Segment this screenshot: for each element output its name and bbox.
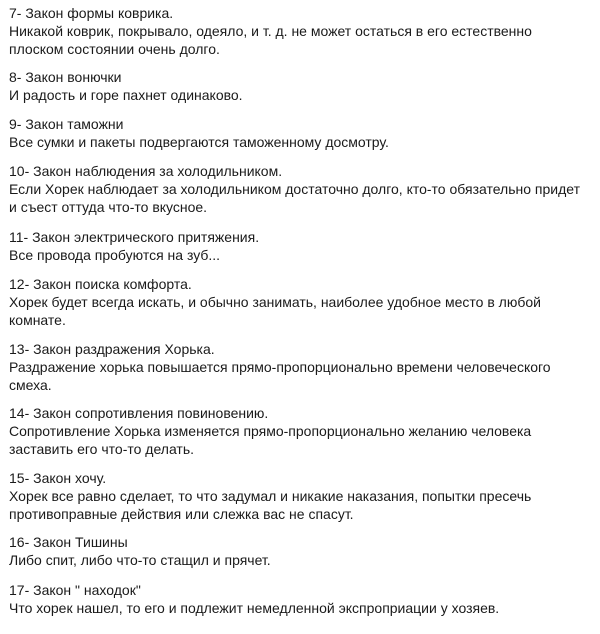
law-title: 8- Закон вонючки bbox=[9, 69, 122, 85]
law-text-line: и съест оттуда что-то вкусное. bbox=[9, 199, 208, 215]
law-title: 9- Закон таможни bbox=[9, 116, 124, 132]
law-title: 13- Закон раздражения Хорька. bbox=[9, 341, 215, 357]
law-item-9 bbox=[9, 115, 389, 151]
law-text-line: Либо спит, либо что-то стащил и прячет. bbox=[9, 552, 271, 568]
law-item-14 bbox=[9, 404, 531, 458]
law-item-15 bbox=[9, 469, 531, 523]
law-title: 15- Закон хочу. bbox=[9, 470, 107, 486]
law-title: 10- Закон наблюдения за холодильником. bbox=[9, 163, 283, 179]
law-text-line: Сопротивление Хорька изменяется прямо-пропорционально желанию человека bbox=[9, 423, 532, 439]
law-title: 16- Закон Тишины bbox=[9, 534, 128, 550]
law-text-line: противоправные действия или слежка вас не спасут. bbox=[9, 506, 354, 522]
law-text-line: Все сумки и пакеты подвергаются таможенному досмотру. bbox=[9, 134, 389, 150]
law-text-line: комнате. bbox=[9, 312, 66, 328]
law-text-line: И радость и горе пахнет одинаково. bbox=[9, 87, 243, 103]
law-text-line: Хорек будет всегда искать, и обычно занимать, наиболее удобное место в любой bbox=[9, 294, 541, 310]
law-title: 14- Закон сопротивления повиновению. bbox=[9, 405, 269, 421]
law-item-11 bbox=[9, 228, 259, 264]
law-text-line: смеха. bbox=[9, 377, 52, 393]
law-item-16 bbox=[9, 533, 271, 569]
law-item-17 bbox=[9, 581, 499, 617]
law-text-line: плоском состоянии очень долго. bbox=[9, 41, 220, 57]
law-item-8 bbox=[9, 68, 243, 104]
law-text-line: Хорек все равно сделает, то что задумал и никакие наказания, попытки пресечь bbox=[9, 488, 532, 504]
law-title: 7- Закон формы коврика. bbox=[9, 5, 174, 21]
law-title: 11- Закон электрического притяжения. bbox=[9, 229, 260, 245]
law-text-line: Никакой коврик, покрывало, одеяло, и т. д. не может остаться в его естественно bbox=[9, 23, 532, 39]
law-title: 17- Закон " находок" bbox=[9, 582, 141, 598]
law-item-13 bbox=[9, 340, 551, 394]
law-text-line: Все провода пробуются на зуб... bbox=[9, 247, 221, 263]
law-text-line: заставить его что-то делать. bbox=[9, 441, 195, 457]
law-title: 12- Закон поиска комфорта. bbox=[9, 276, 192, 292]
law-item-10 bbox=[9, 162, 580, 216]
law-text-line: Если Хорек наблюдает за холодильником достаточно долго, кто-то обязательно придет bbox=[9, 181, 580, 197]
law-text-line: Раздражение хорька повышается прямо-пропорционально времени человеческого bbox=[9, 359, 551, 375]
law-item-7 bbox=[9, 4, 532, 58]
law-text-line: Что хорек нашел, то его и подлежит немедленной экспроприации у хозяев. bbox=[9, 600, 500, 616]
law-item-12 bbox=[9, 275, 541, 329]
